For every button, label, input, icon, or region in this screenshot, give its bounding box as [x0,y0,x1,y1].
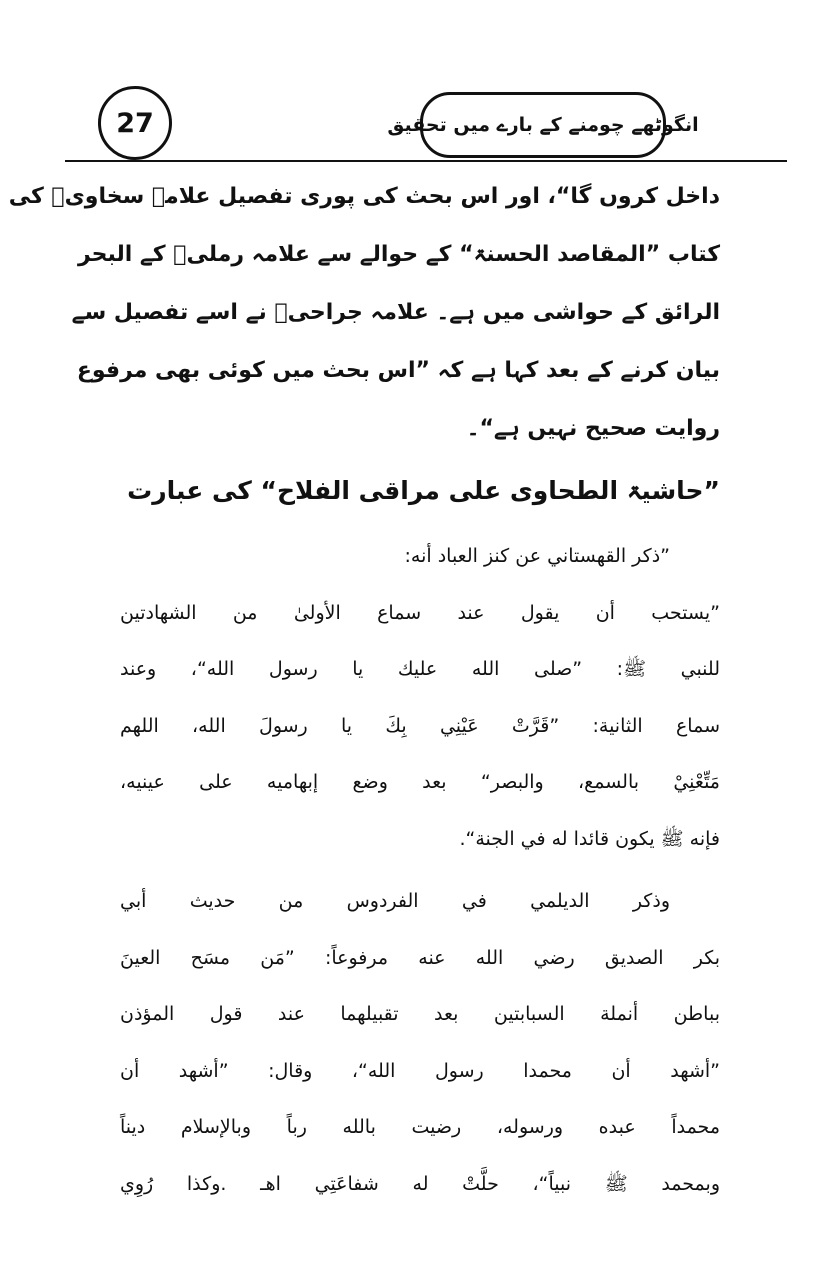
running-header-title: انگوٹھے چومنے کے بارے میں تحقیق [420,92,666,158]
header-divider [65,160,787,162]
arabic-line: ”يستحب أن يقول عند سماع الأولىٰ من الشهادتين [120,601,720,624]
urdu-line: کتاب ”المقاصد الحسنۃ“ کے حوالے سے علامہ رملیؒ کے البحر [77,242,720,267]
section-heading: ”حاشیۃ الطحاوی علی مراقی الفلاح“ کی عبارت [127,476,720,505]
arabic-line: مَتِّعْنِيْ بالسمع، والبصر“ بعد وضع إبهاميه على عينيه، [120,771,720,793]
arabic-line: وبمحمد ﷺ نبياً“، حلَّتْ له شفاعَتِي اهـ .وكذا رُوِي [120,1172,720,1195]
arabic-line: وذكر الديلمي في الفردوس من حديث أبي [120,890,670,912]
arabic-line: بباطن أنملة السبابتين بعد تقبيلهما عند قول المؤذن [120,1003,720,1025]
urdu-line: الرائق کے حواشی میں ہے۔ علامہ جراحیؒ نے اسے تفصیل سے [71,300,720,325]
arabic-line: بكر الصديق رضي الله عنه مرفوعاً: ”مَن مسَح العينَ [120,946,720,969]
urdu-line: بیان کرنے کے بعد کہا ہے کہ ”اس بحث میں کوئی بھی مرفوع [76,358,720,383]
arabic-line: ”أشهد أن محمدا رسول الله“، وقال: ”أشهد أن [120,1059,720,1082]
arabic-line: للنبي ﷺ: ”صلى الله عليك يا رسول الله“، وعند [120,658,720,680]
arabic-line: محمداً عبده ورسوله، رضيت بالله رباً وبالإسلام ديناً [120,1116,720,1138]
page-body [8,168,720,1212]
urdu-line: روایت صحیح نہیں ہے“۔ [466,416,720,441]
arabic-line: ”ذكر القهستاني عن كنز العباد أنه: [404,545,670,567]
urdu-paragraph [8,168,720,458]
arabic-quote [120,528,720,867]
arabic-line: فإنه ﷺ يكون قائدا له في الجنة“. [459,827,720,850]
page-number: 27 [98,86,172,160]
arabic-line: سماع الثانية: ”قَرَّتْ عَيْنِي بِكَ يا رسولَ الله، اللهم [120,714,720,737]
urdu-line: داخل کروں گا“، اور اس بحث کی پوری تفصیل علامہ سخاویؒ کی [8,184,720,209]
arabic-hadith [120,873,720,1212]
